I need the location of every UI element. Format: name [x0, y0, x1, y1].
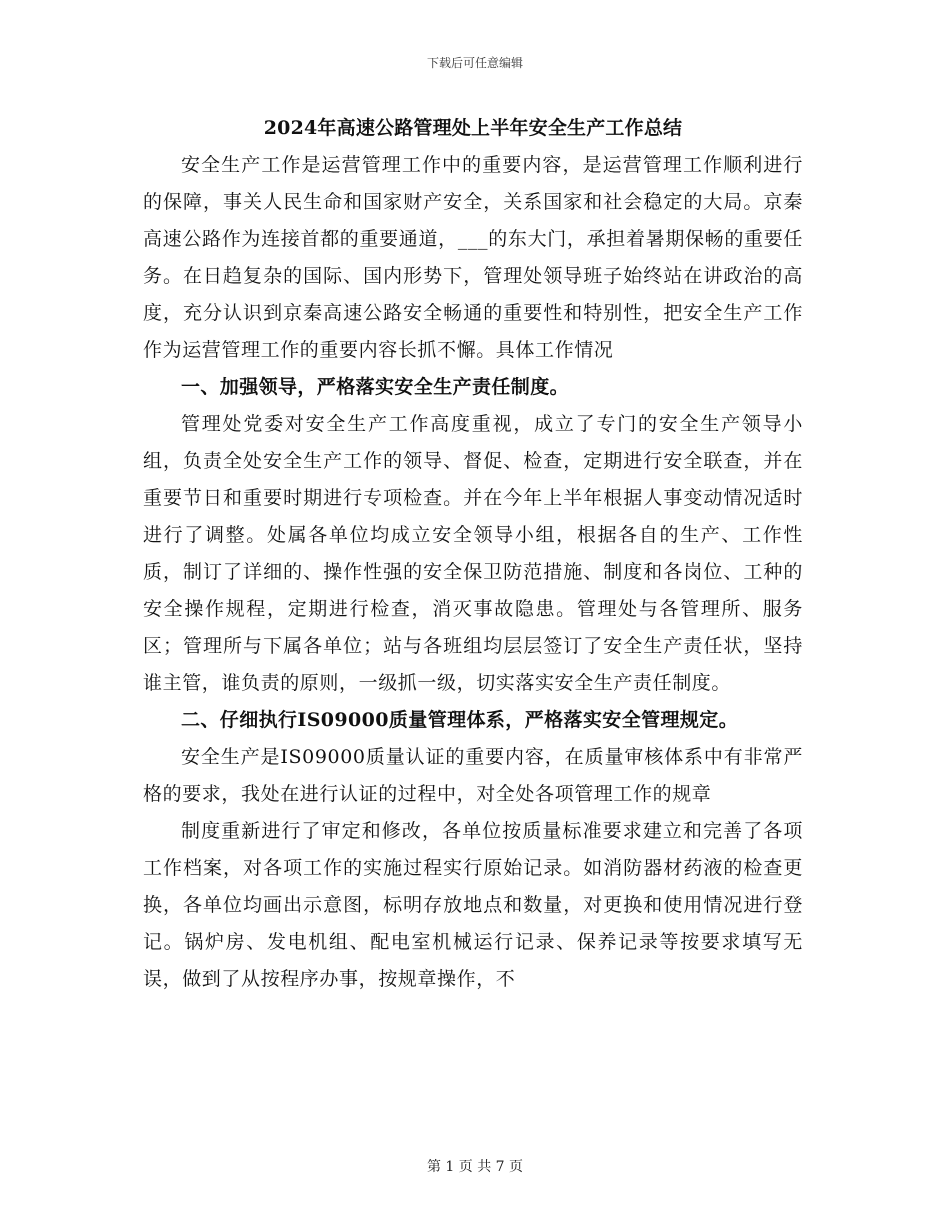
section-heading-1: 一、加强领导，严格落实安全生产责任制度。: [181, 376, 570, 398]
paragraph-section-2a: 安全生产是IS09000质量认证的重要内容，在质量审核体系中有非常严格的要求，我处在进行认证的过程中，对全处各项管理工作的规章: [143, 746, 803, 805]
section-heading-2: 二、仔细执行IS09000质量管理体系，严格落实安全管理规定。: [181, 709, 739, 731]
document-body: [143, 113, 803, 998]
paragraph-section-1: 管理处党委对安全生产工作高度重视，成立了专门的安全生产领导小组，负责全处安全生产工作的领导、督促、检查，定期进行安全联查，并在重要节日和重要时期进行专项检查。并在今年上半年根据人事变动情况适时进行了调整。处属各单位均成立安全领导小组，根据各自的生产、工作性质，制订了详细的、操作性强的安全保卫防范措施、制度和各岗位、工种的安全操作规程，定期进行检查，消灭事故隐患。管理处与各管理所、服务区；管理所与下属各单位；站与各班组均层层签订了安全生产责任状，坚持谁主管，谁负责的原则，一级抓一级，切实落实安全生产责任制度。: [143, 413, 803, 694]
document-title: 2024年高速公路管理处上半年安全生产工作总结: [263, 117, 683, 139]
paragraph-section-2b: 制度重新进行了审定和修改，各单位按质量标准要求建立和完善了各项工作档案，对各项工作的实施过程实行原始记录。如消防器材药液的检查更换，各单位均画出示意图，标明存放地点和数量，对更换和使用情况进行登记。锅炉房、发电机组、配电室机械运行记录、保养记录等按要求填写无误，做到了从按程序办事，按规章操作，不: [143, 820, 803, 990]
page-footer: 第 1 页 共 7 页: [426, 1159, 524, 1175]
paragraph-intro: 安全生产工作是运营管理工作中的重要内容，是运营管理工作顺利进行的保障，事关人民生命和国家财产安全，关系国家和社会稳定的大局。京秦高速公路作为连接首都的重要通道，___的东大门，承担着暑期保畅的重要任务。在日趋复杂的国际、国内形势下，管理处领导班子始终站在讲政治的高度，充分认识到京秦高速公路安全畅通的重要性和特别性，把安全生产工作作为运营管理工作的重要内容长抓不懈。具体工作情况: [143, 154, 803, 361]
page-header: 下载后可任意编辑: [426, 56, 523, 70]
